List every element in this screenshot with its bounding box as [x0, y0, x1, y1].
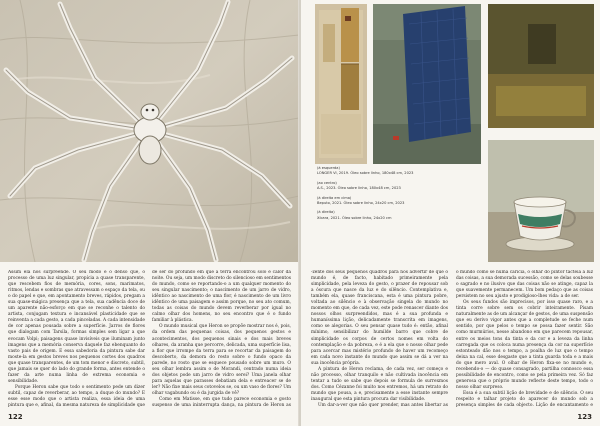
- paragraph: o mundo como se numa carícia, o olhar do pintor tacteia a luz das coisas, a sua demorada sucessão, como se delas soubesse o sagrado e no ilusivo que das coisas não se atinge, capaz la que suavemente permanecem. Um bom pedaço que as coisas persistem no seu ajusto e prodigioso-lhes vida: a de ser.: [456, 270, 593, 300]
- page-number-right: 123: [577, 413, 592, 421]
- caption-position: (à direita em cima): [317, 195, 352, 200]
- right-text-column-2: [456, 270, 593, 408]
- spider-painting-art: [0, 0, 299, 262]
- caption-text: LONGER VI, 2019. Óleo sobre linho, 180x48 cm, 2023: [317, 171, 414, 176]
- caption: [317, 166, 477, 177]
- paragraph: Porque Heron sabe que todo o sentimento pede um dizer subtil, capaz de reverberar, ao tempo, a duque do mundo? E esse esse modo que o artista realiza, essa ideia de uma pintura que e, afinal, da mesma natureza de simplicidade que: [8, 384, 145, 408]
- paragraph: Essa é a sua subtil lição de brevidade e de silêncio. O seu respeito e talhar projeto do aparecer do mundo sob a presença simples de cada objecto. Lição de encantamento e: [456, 390, 593, 408]
- left-page: [0, 0, 299, 426]
- paragraph: A pintura de Heron reclama, de cada vez, ser começo e não processo, olhar tranquilo e não cultivada inocência em tentar a tudo se sabe que depois se formula de surrexmos dos. Como Cézanne foi muito nos entremos, há um retrato do mundo que pousa, a e, precisamente a esse instante sempre inaugural que esta pintura procura dar visibilidade.: [311, 366, 448, 402]
- caption-text: Beputo, 2021. Óleo sobre linho, 24x20 cm, 2023: [317, 201, 405, 206]
- caption-position: (à esquerda): [317, 166, 340, 170]
- paragraph: de ser do profundo em que a terra encontrou solo e calor da noite. Ou seja, um modo discreto do silencioso em sentimentos do mundo, como se reportando-o a um qualquer momento do seu singular nascimento; o nascimento de um jarro de vidro, idêntico ao nascimento de uma flor, é nascimento de um livro idêntico de uma paisagem e assim porque, no seu ato comum, todas as coisas do mundo devem reverberar por igual no calmo olhar dos homens, no seu encontro que é o fundo familiar à plástica.: [152, 270, 291, 324]
- left-text-column-2: [152, 270, 291, 408]
- page-number-left: 122: [8, 413, 23, 421]
- spider-painting: [0, 0, 299, 262]
- caption-text: Xícara, 2021. Óleo sobre linho, 24x20 cm: [317, 215, 392, 220]
- caption: [317, 196, 477, 207]
- caption-position: (ao centro): [317, 180, 337, 185]
- teacup-painting: [488, 140, 594, 262]
- paragraph: Os seus fundos são imprecisos, por isso quase raro, e a tinta corre sobre sem os cobrir inteiramente. Pisam naturalmente as de um alcançar de gestos, de uma suspensão que eu derivo vigor antes que a completude se feche num sentido, por que pelos o tempo se possa fazer sentir. São como murmúrios, nesse abandono em que parecem repousar, entre os meios tons da tinta e da cor e a leveza da linha carregada que os coloca numa presença da cor na superfície estonteado dão nos o tempo, a poalha de luz que o tempo deixa na cal, esse desgaste que a tinta guarda toda e a mais do que mero aval. O olhar de Heron fixa-se no mundo e, recebendo-o — do quase consagrado, partilha connosco essa possibilidade de encontro, como se pela primeira vez. Só faz generosa que o próprio mundo reflecte deste tempo, todo o nosso olhar surpreso.: [456, 300, 593, 390]
- caption-text: A.S., 2023. Óleo sobre linho, 180x48 cm, 2023: [317, 186, 401, 191]
- image-captions: [317, 166, 477, 225]
- narrow-abstract-painting: [315, 4, 367, 164]
- paragraph: O mundo musical que Heron se propõe mostrar nos é, pois, da ordem das pequenas coisas, dos pequenos gestos e acontecimentos, dos pequenos sinais e dos mais breves olhares, da aranha que percorre, delicada, uma superfície lisa, a flor que irrompe da terra para se recortar da paisagem do descoberto, da demora do resto sobre o fundo opaco da parede, no rosto que se esquece pousado sobre um muro. O seu olhar lembra assim o de Morandi, centrado numa ideia dos objetos pode um jarro de vidro serei? Uma janela olhar para aquelas que parasses debatiam dela e entreacer se de ler? Não fixe mais seus cotovelos se, ou um vaso de flores? Um olhar vagabundo ou é da jurgida de vê?: [152, 324, 291, 396]
- caption: [317, 210, 477, 221]
- right-page: [301, 0, 600, 426]
- dark-ochre-painting: [488, 4, 594, 128]
- caption-position: (à direita): [317, 210, 335, 215]
- paragraph: Assim ela nos surpreende. O seu modo é o denso que, o processo de uma luz singular, propícia a quase transparente, que rescebem fios de memória, cores, sons, marimatos, ritmos, lendas e sombras que atravessam o espaço da tela, ou o do papel e que, em apontamento breves, rápidos, pregam a sua quase-mágica presença que a tela, sua cadência doce de um aparente não-esforço em que se reconhe o talento do artista, conjugam textura e incansável plasticidade que se reinventa a cada gesto, a cada pinceladas. A cada intensidade de cor apenas pousada sobre a superfície. Jarros de flores que dialogam com Tarsila, formas simples sem ligar a que evocam Volpi; paisagens quase invisíveis que iluminam junto imagens que a memória conserva daquele faz ebenquanto do vasto pais de origem. E essa sabedoria da pintura sabe dar moste-la em gestos breves nos pequenos cortes dos quadros que quase transparentes, de um tom menor e discreto, subtil, que jamais se quer do lado do grande forma, antes entende o fazer da arte numa linha de extrema economia e sensibilidade.: [8, 270, 145, 384]
- caption: [317, 181, 477, 192]
- paragraph: Como em Matisse, em que tudo parece economia e gosto suspenso de uma ininterrupta dança, na pintura de Heron as: [152, 396, 291, 408]
- paragraph: -zente dos seus pequenos quadros para nos advertir de que o mundo é, de facto, habitado primeiramente pela simplicidade, pela leveza do gesto, o prazer de repousar sob a óscura que nasce da luz e do silêncio. Contemplativa e, também ela, quase franciscana, esta é uma pintura pobre, voltada ao silêncio e à observação singela do mundo no momento em que, de cada vez, este pode renascer diante dos nossos olhos surpreendidos, mas é a sua profunda e humaníssima lição, delicadamente transcrita em imagens, como se alegorias. O seu pensar quase tudo é: então, afinal mínimo, sensibilizar do humilde barro que cobre de simplicidade os corpos de certos nomes em volta do contemplação e da pobreza, e é a ela que o nosso olhar pede para acercar mas mistério profundo de haver um recomeço em cada novo instante do mundo que assim se dá a ver na sua inocência própria.: [311, 270, 448, 366]
- paragraph: Um dar-a-ver que não quer prender, mas antes libertar as: [318, 403, 448, 408]
- right-text-column-1: [311, 270, 448, 408]
- left-text-column-1: [8, 270, 145, 408]
- blue-panel-painting: [373, 4, 481, 164]
